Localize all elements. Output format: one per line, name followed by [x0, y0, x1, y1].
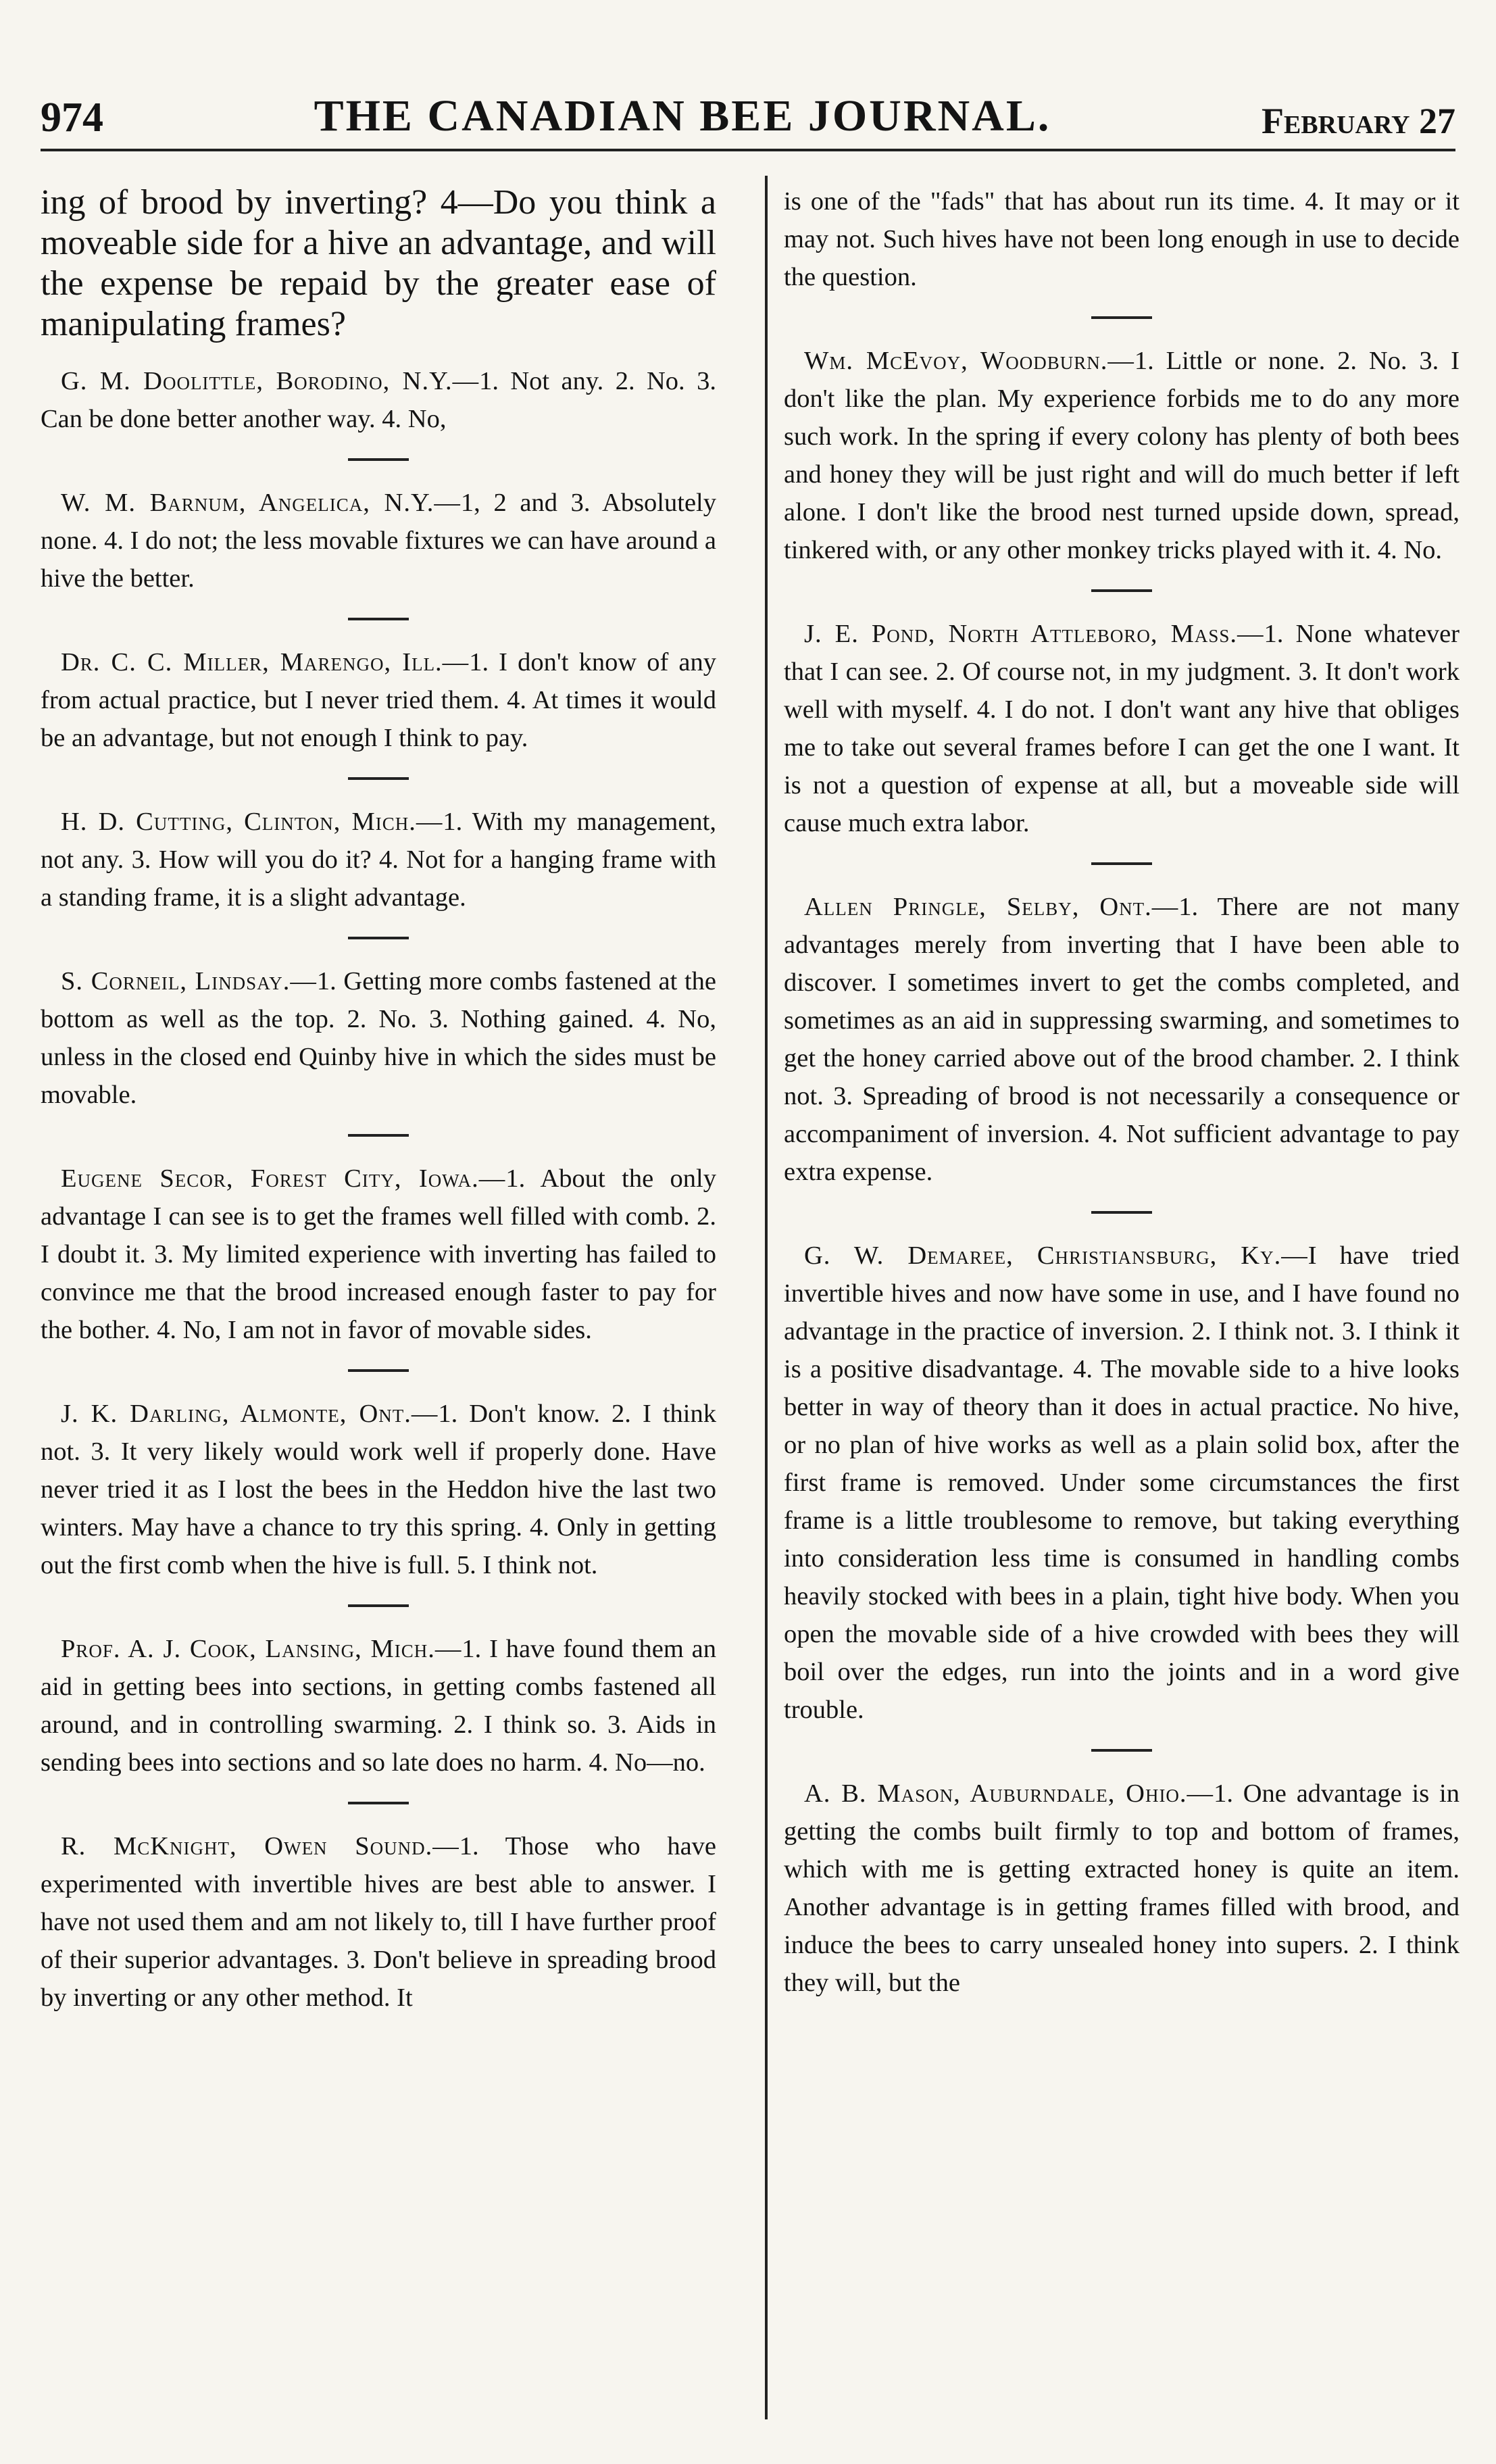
- respondent-name: Allen Pringle, Selby, Ont.—: [804, 893, 1179, 921]
- respondent-entry: [41, 643, 716, 757]
- respondent-name: Dr. C. C. Miller, Marengo, Ill.—: [61, 648, 470, 676]
- question-text: ing of brood by inverting? 4—Do you think a moveable side for a hive an advantage, and will the expense be repaid by the greater ease of manipulating frames?: [41, 183, 716, 343]
- respondent-entry: [41, 1630, 716, 1781]
- respondent-name: Wm. McEvoy, Woodburn.—: [804, 347, 1135, 375]
- entry-separator: [1091, 589, 1152, 592]
- left-entries: [41, 362, 716, 2017]
- respondent-answer: 1, 2 and 3. Absolutely none. 4. I do not; the less movable fixtures we can have around a hive the better.: [41, 489, 716, 593]
- respondent-answer: 1. There are not many advantages merely from inverting that I have been able to discover. I sometimes invert to get the combs completed, and sometimes as an aid in suppressing swarming, and sometimes to get the honey carried above out of the brood chamber. 2. I think not. 3. Spreading of brood is not necessarily a consequence or accompaniment of inversion. 4. Not sufficient advantage to pay extra expense.: [784, 893, 1460, 1186]
- respondent-name: S. Corneil, Lindsay.—: [61, 967, 317, 995]
- respondent-entry: [41, 1160, 716, 1349]
- respondent-entry: [41, 962, 716, 1114]
- right-column: [784, 182, 1460, 2419]
- entry-separator: [348, 458, 409, 461]
- respondent-entry: [784, 1775, 1460, 2002]
- respondent-name: Eugene Secor, Forest City, Iowa.—: [61, 1164, 506, 1193]
- respondent-name: J. K. Darling, Almonte, Ont.—: [61, 1400, 439, 1428]
- entry-separator: [348, 1369, 409, 1372]
- respondent-name: G. M. Doolittle, Borodino, N.Y.—: [61, 367, 480, 395]
- respondent-entry: [784, 888, 1460, 1191]
- respondent-answer: 1. I don't know of any from actual practice, but I never tried them. 4. At times it would be an advantage, but not enough I think to pay.: [41, 648, 716, 752]
- respondent-answer: 1. Getting more combs fastened at the bottom as well as the top. 2. No. 3. Nothing gained. 4. No, unless in the closed end Quinby hive in which the sides must be movable.: [41, 967, 716, 1109]
- entry-separator: [348, 618, 409, 620]
- entry-separator: [348, 937, 409, 939]
- right-entries: [784, 316, 1460, 2002]
- respondent-entry: [41, 362, 716, 438]
- continuation-text: is one of the "fads" that has about run its time. 4. It may or it may not. Such hives have not been long enough in use to decide the question.: [784, 187, 1460, 291]
- entry-separator: [348, 1134, 409, 1137]
- respondent-entry: [41, 803, 716, 916]
- entry-separator: [348, 1604, 409, 1607]
- column-divider: [765, 176, 768, 2419]
- entry-separator: [348, 777, 409, 780]
- respondent-entry: [784, 1237, 1460, 1729]
- respondent-answer: 1. None whatever that I can see. 2. Of course not, in my judgment. 3. It don't work well with myself. 4. I do not. I don't want any hive that obliges me to take out several frames before I can get the one I want. It is not a question of expense at all, but a moveable side will cause much extra labor.: [784, 620, 1460, 837]
- respondent-answer: 1. I have found them an aid in getting bees into sections, in getting combs fastened all around, and in controlling swarming. 2. I think so. 3. Aids in sending bees into sections and so late does no harm. 4. No—no.: [41, 1635, 716, 1777]
- respondent-name: G. W. Demaree, Christiansburg, Ky.—: [804, 1241, 1308, 1270]
- respondent-entry: [41, 1827, 716, 2017]
- entry-separator: [1091, 316, 1152, 319]
- respondent-answer: 1. Those who have experimented with invertible hives are best able to answer. I have not used them and am not likely to, till I have further proof of their superior advantages. 3. Don't believe in spreading brood by inverting or any other method. It: [41, 1832, 716, 2012]
- respondent-name: R. McKnight, Owen Sound.—: [61, 1832, 459, 1861]
- respondent-name: W. M. Barnum, Angelica, N.Y.—: [61, 489, 461, 517]
- respondent-answer: 1. About the only advantage I can see is to get the frames well filled with comb. 2. I doubt it. 3. My limited experience with inverting has failed to convince me that the brood increased enough faster to pay for the bother. 4. No, I am not in favor of movable sides.: [41, 1164, 716, 1344]
- respondent-answer: I have tried invertible hives and now have some in use, and I have found no advantage in the practice of inversion. 2. I think not. 3. I think it is a positive disadvantage. 4. The movable side to a hive looks better in way of theory than it does in actual practice. No hive, or no plan of hive works as well as a plain solid box, after the first frame is removed. Under some circumstances the first frame is a little troublesome to remove, but taking everything into consideration less time is consumed in handling combs heavily stocked with bees in a plain, tight hive body. When you open the movable side of a hive crowded with bees they will boil over the edges, run into the joints and in a word give trouble.: [784, 1241, 1460, 1724]
- respondent-name: H. D. Cutting, Clinton, Mich.—: [61, 808, 443, 836]
- entry-separator: [1091, 862, 1152, 865]
- respondent-answer: 1. One advantage is in getting the combs built firmly to top and bottom of frames, which with me is getting extracted honey is quite an item. Another advantage is in getting frames filled with brood, and induce the bees to carry unsealed honey into supers. 2. I think they will, but the: [784, 1779, 1460, 1997]
- respondent-answer: 1. Don't know. 2. I think not. 3. It very likely would work well if properly done. Have never tried it as I lost the bees in the Heddon hive the last two winters. May have a chance to try this spring. 4. Only in getting out the first comb when the hive is full. 5. I think not.: [41, 1400, 716, 1579]
- respondent-answer: 1. Not any. 2. No. 3. Can be done better another way. 4. No,: [41, 367, 716, 433]
- page-header: [41, 81, 1455, 151]
- journal-title: THE CANADIAN BEE JOURNAL.: [314, 91, 1051, 141]
- respondent-answer: 1. Little or none. 2. No. 3. I don't like the plan. My experience forbids me to do any more such work. In the spring if every colony has plenty of both bees and honey they will be just right and will do much better if left alone. I don't like the brood nest turned upside down, spread, tinkered with, or any other monkey tricks played with it. 4. No.: [784, 347, 1460, 564]
- respondent-name: J. E. Pond, North Attleboro, Mass.—: [804, 620, 1264, 648]
- respondent-answer: 1. With my management, not any. 3. How will you do it? 4. Not for a hanging frame with a standing frame, it is a slight advantage.: [41, 808, 716, 912]
- respondent-entry: [784, 615, 1460, 842]
- respondent-entry: [41, 1395, 716, 1584]
- left-column: [41, 182, 716, 2419]
- entry-separator: [1091, 1211, 1152, 1214]
- respondent-name: A. B. Mason, Auburndale, Ohio.—: [804, 1779, 1214, 1808]
- issue-date: February 27: [1261, 101, 1455, 141]
- entry-separator: [348, 1802, 409, 1804]
- respondent-entry: [41, 484, 716, 597]
- page-number: 974: [41, 95, 103, 141]
- respondent-name: Prof. A. J. Cook, Lansing, Mich.—: [61, 1635, 462, 1663]
- respondent-entry: [784, 342, 1460, 569]
- entry-separator: [1091, 1749, 1152, 1752]
